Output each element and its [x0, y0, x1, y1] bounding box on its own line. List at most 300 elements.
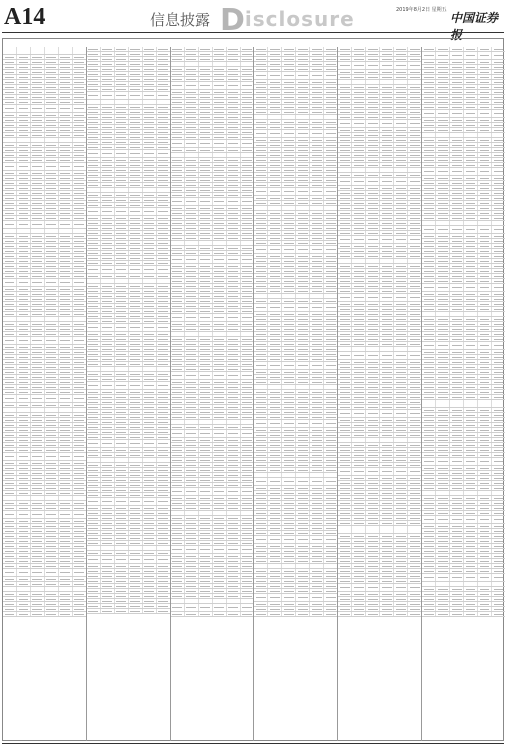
table-cell — [157, 526, 170, 530]
table-row — [87, 324, 170, 332]
table-cell — [73, 279, 86, 286]
table-cell — [73, 385, 86, 389]
table-cell — [73, 259, 86, 263]
table-cell — [73, 511, 86, 518]
table-cell — [157, 473, 170, 477]
table-cell — [59, 85, 73, 89]
table-cell — [87, 304, 101, 308]
table-cell — [31, 249, 45, 253]
table-cell — [73, 496, 86, 500]
table-cell — [45, 181, 59, 185]
table-cell — [59, 264, 73, 268]
table-cell — [17, 506, 31, 510]
table-cell — [3, 433, 17, 437]
table-cell — [73, 486, 86, 490]
table-cell — [17, 133, 31, 137]
table-cell — [73, 153, 86, 157]
table-cell — [31, 113, 45, 117]
table-cell — [115, 183, 129, 187]
table-cell — [129, 304, 143, 308]
table-cell — [3, 148, 17, 152]
table-cell — [3, 158, 17, 162]
table-cell — [3, 519, 17, 523]
table-cell — [129, 57, 143, 61]
table-cell — [87, 415, 101, 419]
table-cell — [101, 47, 115, 51]
table-cell — [73, 196, 86, 200]
table-cell — [45, 259, 59, 263]
table-cell — [143, 236, 157, 240]
table-cell — [59, 239, 73, 243]
table-cell — [45, 360, 59, 364]
table-cell — [73, 370, 86, 374]
table-cell — [59, 327, 73, 331]
table-cell — [87, 382, 101, 389]
table-cell — [45, 153, 59, 157]
table-cell — [17, 337, 31, 344]
section-title-initial: D — [220, 3, 246, 38]
table-cell — [3, 317, 17, 321]
table-cell — [157, 173, 170, 177]
table-cell — [87, 72, 101, 76]
table-cell — [157, 110, 170, 114]
table-cell — [157, 342, 170, 346]
table-cell — [3, 138, 17, 142]
table-cell — [101, 221, 115, 225]
table-cell — [31, 607, 45, 611]
table-cell — [17, 355, 31, 359]
table-cell — [157, 203, 170, 207]
table-cell — [87, 526, 101, 530]
table-cell — [31, 269, 45, 273]
table-cell — [59, 385, 73, 389]
table-cell — [157, 299, 170, 303]
table-cell — [73, 602, 86, 606]
table-cell — [31, 612, 45, 616]
table-cell — [31, 569, 45, 576]
table-cell — [143, 87, 157, 91]
issue-date: 2019年8月2日 星期五 — [396, 6, 447, 13]
table-cell — [3, 569, 17, 576]
table-cell — [59, 158, 73, 162]
table-cell — [73, 481, 86, 485]
table-cell — [129, 163, 143, 167]
table-cell — [157, 488, 170, 492]
table-cell — [143, 309, 157, 313]
table-cell — [157, 231, 170, 235]
table-cell — [59, 332, 73, 336]
table-cell — [115, 100, 129, 104]
table-cell — [143, 208, 157, 215]
table-cell — [31, 234, 45, 238]
table-cell — [31, 287, 45, 291]
table-cell — [59, 529, 73, 533]
table-cell — [17, 612, 31, 616]
table-cell — [73, 216, 86, 220]
table-cell — [59, 403, 73, 407]
table-cell — [87, 516, 101, 520]
table-cell — [73, 274, 86, 278]
table-cell — [143, 221, 157, 225]
table-cell — [87, 163, 101, 167]
table-cell — [59, 128, 73, 132]
table-cell — [101, 256, 115, 260]
table-cell — [45, 229, 59, 233]
table-cell — [3, 486, 17, 490]
table-cell — [17, 448, 31, 452]
table-cell — [59, 438, 73, 442]
table-cell — [129, 110, 143, 114]
table-cell — [129, 72, 143, 76]
table-cell — [31, 496, 45, 500]
table-cell — [31, 597, 45, 601]
table-cell — [101, 367, 115, 371]
table-cell — [3, 123, 17, 127]
table-cell — [157, 274, 170, 278]
table-cell — [3, 274, 17, 278]
table-cell — [73, 239, 86, 243]
table-cell — [73, 269, 86, 273]
table-row — [87, 150, 170, 158]
table-cell — [3, 239, 17, 243]
table-cell — [45, 302, 59, 306]
table-cell — [45, 529, 59, 533]
table-cell — [17, 302, 31, 306]
table-cell — [59, 302, 73, 306]
table-cell — [17, 143, 31, 147]
table-cell — [157, 251, 170, 255]
table-cell — [45, 176, 59, 180]
table-cell — [17, 211, 31, 215]
table-cell — [101, 493, 115, 497]
table-cell — [87, 284, 101, 288]
table-cell — [31, 365, 45, 369]
table-cell — [31, 592, 45, 596]
table-cell — [129, 395, 143, 399]
table-cell — [45, 602, 59, 606]
table-cell — [157, 284, 170, 288]
table-cell — [101, 57, 115, 61]
table-cell — [115, 536, 129, 540]
table-cell — [73, 113, 86, 117]
table-cell — [101, 261, 115, 265]
table-cell — [3, 181, 17, 185]
table-cell — [73, 201, 86, 205]
table-cell — [115, 52, 129, 56]
table-cell — [73, 249, 86, 253]
table-cell — [31, 229, 45, 233]
table-cell — [45, 375, 59, 379]
table-cell — [17, 186, 31, 190]
table-cell — [3, 153, 17, 157]
table-cell — [115, 115, 129, 119]
table-cell — [129, 473, 143, 477]
table-cell — [3, 163, 17, 170]
table-cell — [59, 123, 73, 127]
table-cell — [115, 400, 129, 404]
table-cell — [3, 448, 17, 452]
table-cell — [31, 355, 45, 359]
table-cell — [73, 100, 86, 104]
table-cell — [157, 463, 170, 467]
table-cell — [17, 153, 31, 157]
table-cell — [3, 496, 17, 500]
table-cell — [59, 612, 73, 616]
table-cell — [115, 377, 129, 381]
table-cell — [87, 183, 101, 187]
table-cell — [3, 481, 17, 485]
table-cell — [17, 413, 31, 417]
table-cell — [17, 360, 31, 364]
table-cell — [3, 380, 17, 384]
table-cell — [17, 221, 31, 228]
table-cell — [45, 433, 59, 437]
table-cell — [31, 75, 45, 79]
table-cell — [115, 77, 129, 81]
table-cell — [31, 201, 45, 205]
table-cell — [45, 128, 59, 132]
table-cell — [59, 181, 73, 185]
table-cell — [73, 491, 86, 495]
table-cell — [115, 226, 129, 230]
table-cell — [101, 92, 115, 99]
table-cell — [143, 284, 157, 288]
table-cell — [115, 221, 129, 225]
table-cell — [31, 582, 45, 586]
table-cell — [45, 221, 59, 228]
table-cell — [129, 468, 143, 472]
table-cell — [115, 395, 129, 399]
table-cell — [45, 332, 59, 336]
table-cell — [101, 362, 115, 366]
table-cell — [3, 191, 17, 195]
table-cell — [3, 65, 17, 69]
table-cell — [157, 498, 170, 505]
table-cell — [45, 123, 59, 127]
table-cell — [31, 47, 45, 54]
table-cell — [115, 347, 129, 351]
table-cell — [17, 491, 31, 495]
table-cell — [157, 67, 170, 71]
table-cell — [59, 395, 73, 402]
table-cell — [17, 279, 31, 286]
table-cell — [59, 564, 73, 568]
table-cell — [101, 105, 115, 109]
table-cell — [31, 337, 45, 344]
table-cell — [31, 254, 45, 258]
table-cell — [45, 539, 59, 543]
table-cell — [59, 390, 73, 394]
table-cell — [73, 211, 86, 215]
table-cell — [73, 564, 86, 568]
table-cell — [157, 332, 170, 336]
table-cell — [45, 345, 59, 349]
table-cell — [129, 256, 143, 260]
table-cell — [45, 113, 59, 117]
table-cell — [143, 468, 157, 472]
table-cell — [157, 125, 170, 129]
table-cell — [87, 357, 101, 361]
table-cell — [59, 163, 73, 170]
table-cell — [59, 80, 73, 84]
table-cell — [31, 471, 45, 475]
table-cell — [31, 322, 45, 326]
table-cell — [17, 307, 31, 311]
table-cell — [45, 80, 59, 84]
table-cell — [143, 226, 157, 230]
table-cell — [87, 468, 101, 472]
table-cell — [129, 168, 143, 172]
table-cell — [129, 458, 143, 462]
table-cell — [31, 403, 45, 407]
table-cell — [101, 420, 115, 424]
table-cell — [87, 168, 101, 172]
table-cell — [157, 57, 170, 61]
table-cell — [73, 403, 86, 407]
table-cell — [45, 423, 59, 427]
table-cell — [87, 145, 101, 149]
table-cell — [129, 453, 143, 457]
table-cell — [17, 105, 31, 112]
table-cell — [31, 95, 45, 99]
table-cell — [115, 145, 129, 149]
table-cell — [101, 198, 115, 202]
table-cell — [45, 564, 59, 568]
table-cell — [101, 193, 115, 197]
section-title-rest: isclosure — [245, 7, 355, 31]
table-cell — [59, 307, 73, 311]
table-cell — [87, 531, 101, 535]
table-cell — [115, 87, 129, 91]
table-cell — [3, 118, 17, 122]
table-cell — [143, 536, 157, 540]
table-cell — [157, 198, 170, 202]
table-cell — [31, 428, 45, 432]
table-cell — [17, 317, 31, 321]
table-cell — [157, 400, 170, 404]
table-cell — [31, 476, 45, 480]
table-cell — [45, 443, 59, 447]
table-cell — [143, 425, 157, 429]
table-cell — [157, 357, 170, 361]
table-cell — [17, 582, 31, 586]
table-cell — [17, 395, 31, 402]
table-cell — [101, 203, 115, 207]
table-cell — [17, 602, 31, 606]
table-cell — [73, 244, 86, 248]
table-cell — [87, 463, 101, 467]
table-cell — [59, 607, 73, 611]
table-cell — [45, 249, 59, 253]
table-cell — [73, 186, 86, 190]
table-cell — [115, 163, 129, 167]
table-cell — [129, 145, 143, 149]
table-cell — [31, 602, 45, 606]
table-cell — [143, 289, 157, 293]
table-cell — [87, 440, 101, 447]
table-cell — [17, 229, 31, 233]
table-cell — [143, 390, 157, 394]
table-cell — [59, 90, 73, 94]
table-cell — [157, 289, 170, 293]
table-cell — [45, 491, 59, 495]
table-cell — [3, 312, 17, 316]
table-cell — [73, 229, 86, 233]
table-cell — [143, 150, 157, 157]
table-cell — [45, 612, 59, 616]
table-cell — [73, 47, 86, 54]
table-cell — [87, 62, 101, 66]
table-cell — [59, 524, 73, 528]
table-row — [87, 440, 170, 448]
table-cell — [87, 400, 101, 404]
table-cell — [87, 279, 101, 283]
table-cell — [73, 133, 86, 137]
table-cell — [73, 461, 86, 465]
table-cell — [3, 395, 17, 402]
table-cell — [3, 360, 17, 364]
table-cell — [3, 491, 17, 495]
table-cell — [3, 602, 17, 606]
table-cell — [129, 140, 143, 144]
table-cell — [101, 82, 115, 86]
table-cell — [31, 206, 45, 210]
table-cell — [59, 216, 73, 220]
table-cell — [143, 77, 157, 81]
table-cell — [129, 483, 143, 487]
table-cell — [143, 67, 157, 71]
table-cell — [157, 150, 170, 157]
table-cell — [157, 536, 170, 540]
table-cell — [59, 501, 73, 505]
table-cell — [59, 259, 73, 263]
table-cell — [31, 60, 45, 64]
table-cell — [129, 430, 143, 434]
table-cell — [101, 390, 115, 394]
table-cell — [17, 297, 31, 301]
table-cell — [101, 299, 115, 303]
table-cell — [143, 314, 157, 318]
table-cell — [143, 72, 157, 76]
table-cell — [157, 382, 170, 389]
table-cell — [129, 435, 143, 439]
table-cell — [45, 481, 59, 485]
table-cell — [3, 264, 17, 268]
table-cell — [59, 433, 73, 437]
table-cell — [17, 607, 31, 611]
table-cell — [3, 582, 17, 586]
table-cell — [17, 206, 31, 210]
table-cell — [73, 582, 86, 586]
table-cell — [157, 347, 170, 351]
table-cell — [115, 178, 129, 182]
table-row — [3, 163, 86, 171]
table-cell — [59, 138, 73, 142]
table-cell — [115, 130, 129, 134]
table-cell — [17, 385, 31, 389]
table-cell — [3, 105, 17, 112]
table-cell — [87, 241, 101, 245]
table-cell — [45, 390, 59, 394]
table-cell — [17, 418, 31, 422]
table-cell — [59, 592, 73, 596]
table-cell — [17, 554, 31, 558]
table-cell — [115, 120, 129, 124]
table-cell — [45, 365, 59, 369]
table-cell — [115, 168, 129, 172]
table-cell — [59, 229, 73, 233]
table-cell — [157, 261, 170, 265]
